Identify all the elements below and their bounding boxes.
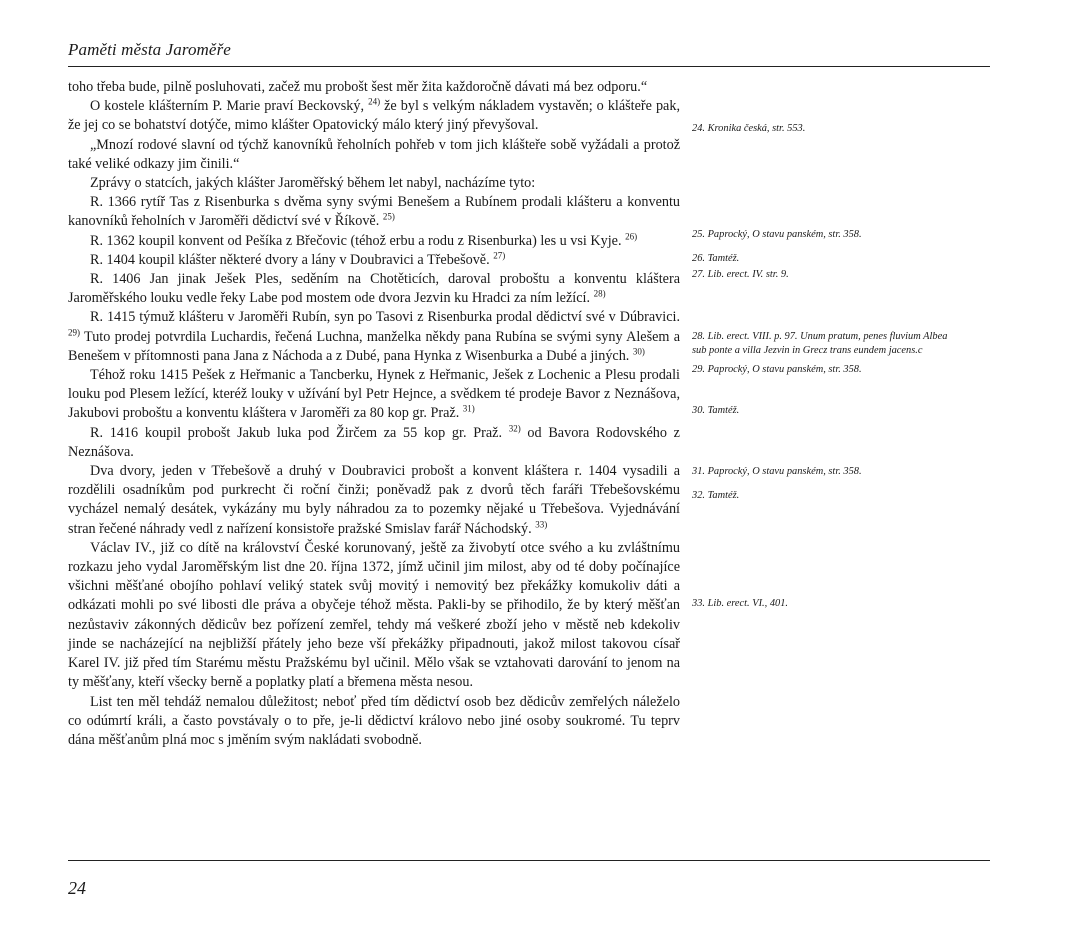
paragraph (68, 366, 680, 424)
footnote: 28. Lib. erect. VIII. p. 97. Unum pratum, penes fluvium Albea (692, 331, 948, 342)
paragraph (68, 308, 680, 366)
footnote-ref: 27) (493, 250, 506, 261)
paragraph-text: Dva dvory, jeden v Třebešově a druhý v Doubravici probošt a konvent kláštera r. 1404 vysadili a rozdělili osadníkům pod purkrecht či roční činži; poněvadž pak z dvorů těch faráři Třebešovskému vycházel nemalý desátek, vykázány mu byly náhradou za to pozemky nějaké u Třebešova. Vyjednávání stran řečené náhrady vedl z nařízení konsistoře pražské Smislav farář Náchodský. (68, 463, 680, 537)
footnote: 25. Paprocký, O stavu panském, str. 358. (692, 229, 862, 240)
paragraph-text: R. 1415 týmuž klášteru v Jaroměři Rubín, syn po Tasovi z Risenburka prodal dědictví své v Dúbravici. (90, 309, 680, 326)
paragraph-text-cont: od Bavora Rodovského z Neznášova. (68, 424, 680, 460)
paragraph-text: R. 1416 koupil probošt Jakub luka pod Žirčem za 55 kop gr. Praž. (90, 424, 502, 441)
paragraph (68, 693, 680, 751)
paragraph (68, 136, 680, 174)
paragraph-text: Téhož roku 1415 Pešek z Heřmanic a Tancberku, Hynek z Heřmanic, Ješek z Lochenic a Plesu prodali louku pod Plesem ležící, kteréž louky v užívání byl Petr Hejnce, a svědkem té prodeje Bavor z Neznášova, Jakubovi proboštu a konventu kláštera v Jaroměři za 80 kop gr. Praž. (68, 367, 680, 422)
paragraph-text: toho třeba bude, pilně posluhovati, začež mu probošt šest měr žita každoročně dávati má bez odporu.“ (68, 79, 648, 95)
paragraph (68, 232, 680, 251)
header-rule (68, 66, 990, 67)
paragraph-text: Václav IV., již co dítě na království České korunovaný, ještě za živobytí otce svého a ku zvláštnímu rozkazu jeho vydal Jaroměřským list dne 20. října 1372, jímž učinil jim milost, aby od té doby počínajíce všichni měšťané obojího pohlaví veliký statek svůj movitý i nemovitý bez překážky komukoliv dáti a odkázati mohli po své libosti dle práva a obyčeje téhož města. Pakli-by se přihodilo, že by který měšťan nezůstaviv zákonných dědicův bez pořízení zemřel, tehdy má veškeré zboží jeho v městě neb kdekoliv jinde se nacházející na nejbližší přátely jeho beze vší překážky připadnouti, jakož milost takovou císař Karel IV. již před tím Starému městu Pražskému byl učinil. Mělo však se vztahovati darování to jenom na ty měšťany, kteří všecky berně a poplatky platí a břemena města nesou. (68, 539, 680, 691)
footer-rule (68, 860, 990, 861)
paragraph (68, 78, 680, 97)
paragraph (68, 270, 680, 308)
paragraph (68, 462, 680, 539)
footnote-ref: 30) (632, 346, 645, 357)
paragraph-text: List ten měl tehdáž nemalou důležitost; neboť před tím dědictví osob bez dědicův zemřelých náleželo co odúmrtí králi, a často povstávaly o to pře, je-li dědictví královo nebo jiné osoby soukromé. Tu teprv dána měšťanům plná moc s jměním svým nakládati svobodně. (68, 693, 680, 748)
paragraph (68, 424, 680, 462)
footnote: sub ponte a villa Jezvin in Grecz trans eundem jacens.c (692, 345, 923, 356)
footnote-ref: 32) (508, 422, 521, 433)
paragraph-text-cont: že byl s velkým nákladem vystavěn; o klášteře pak, že jej co se bohatství dotýče, mimo klášter Opatovický málo který jiný převyšoval. (68, 98, 680, 134)
footnote: 32. Tamtéž. (692, 490, 740, 501)
paragraph (68, 97, 680, 135)
footnote-ref: 31) (462, 403, 475, 414)
footnote: 30. Tamtéž. (692, 405, 740, 416)
footnote: 33. Lib. erect. VI., 401. (692, 598, 789, 609)
main-text (68, 78, 680, 750)
paragraph-text: R. 1404 koupil klášter některé dvory a lány v Doubravici a Třebešově. (90, 251, 490, 268)
footnote-ref: 26) (625, 230, 638, 241)
footnote: 31. Paprocký, O stavu panském, str. 358. (692, 466, 862, 477)
page-number: 24 (68, 878, 86, 898)
footnote-ref: 33) (535, 518, 548, 529)
footnote: 27. Lib. erect. IV. str. 9. (692, 269, 789, 280)
paragraph-text: O kostele klášterním P. Marie praví Beckovský, (90, 98, 365, 115)
footnote-ref: 25) (382, 211, 395, 222)
paragraph-text-cont: Tuto prodej potvrdila Luchardis, řečená Luchna, manželka někdy pana Rubína se svými syny Alešem a Benešem v přítomnosti pana Jana z Náchoda a z Dubé, pana Hynka z Wisenburka a Dubé a jiných. (68, 328, 680, 364)
footnote-ref: 29) (68, 326, 80, 337)
paragraph-text: „Mnozí rodové slavní od týchž kanovníků řeholních pohřeb v tom jich klášteře sobě vyžádali a protož také veliké odkazy jim činili.“ (68, 136, 680, 172)
paragraph-text: Zprávy o statcích, jakých klášter Jaroměřský během let nabyl, nacházíme tyto: (90, 175, 536, 192)
paragraph (68, 174, 680, 193)
footnote: 24. Kronika česká, str. 553. (692, 123, 806, 134)
paragraph-text: R. 1362 koupil konvent od Pešíka z Břečovic (téhož erbu a rodu z Risenburka) les u vsi Kyje. (90, 232, 622, 249)
footnote-ref: 24) (368, 96, 381, 107)
running-head: Paměti města Jaroměře (68, 40, 231, 59)
paragraph-text: R. 1366 rytíř Tas z Risenburka s dvěma syny svými Benešem a Rubínem prodali klášteru a konventu kanovníků řeholních v Jaroměři dědictví své v Říkově. (68, 194, 680, 230)
paragraph (68, 251, 680, 270)
footnote-ref: 28) (593, 288, 606, 299)
paragraph (68, 539, 680, 693)
paragraph (68, 193, 680, 231)
footnote: 29. Paprocký, O stavu panském, str. 358. (692, 364, 862, 375)
footnote: 26. Tamtéž. (692, 253, 740, 264)
paragraph-text: R. 1406 Jan jinak Ješek Ples, seděním na Chotěticích, daroval proboštu a konventu kláštera Jaroměřského louku vedle řeky Labe pod mostem ode dvora Jezvin ku Hradci za ním ležící. (68, 271, 680, 307)
